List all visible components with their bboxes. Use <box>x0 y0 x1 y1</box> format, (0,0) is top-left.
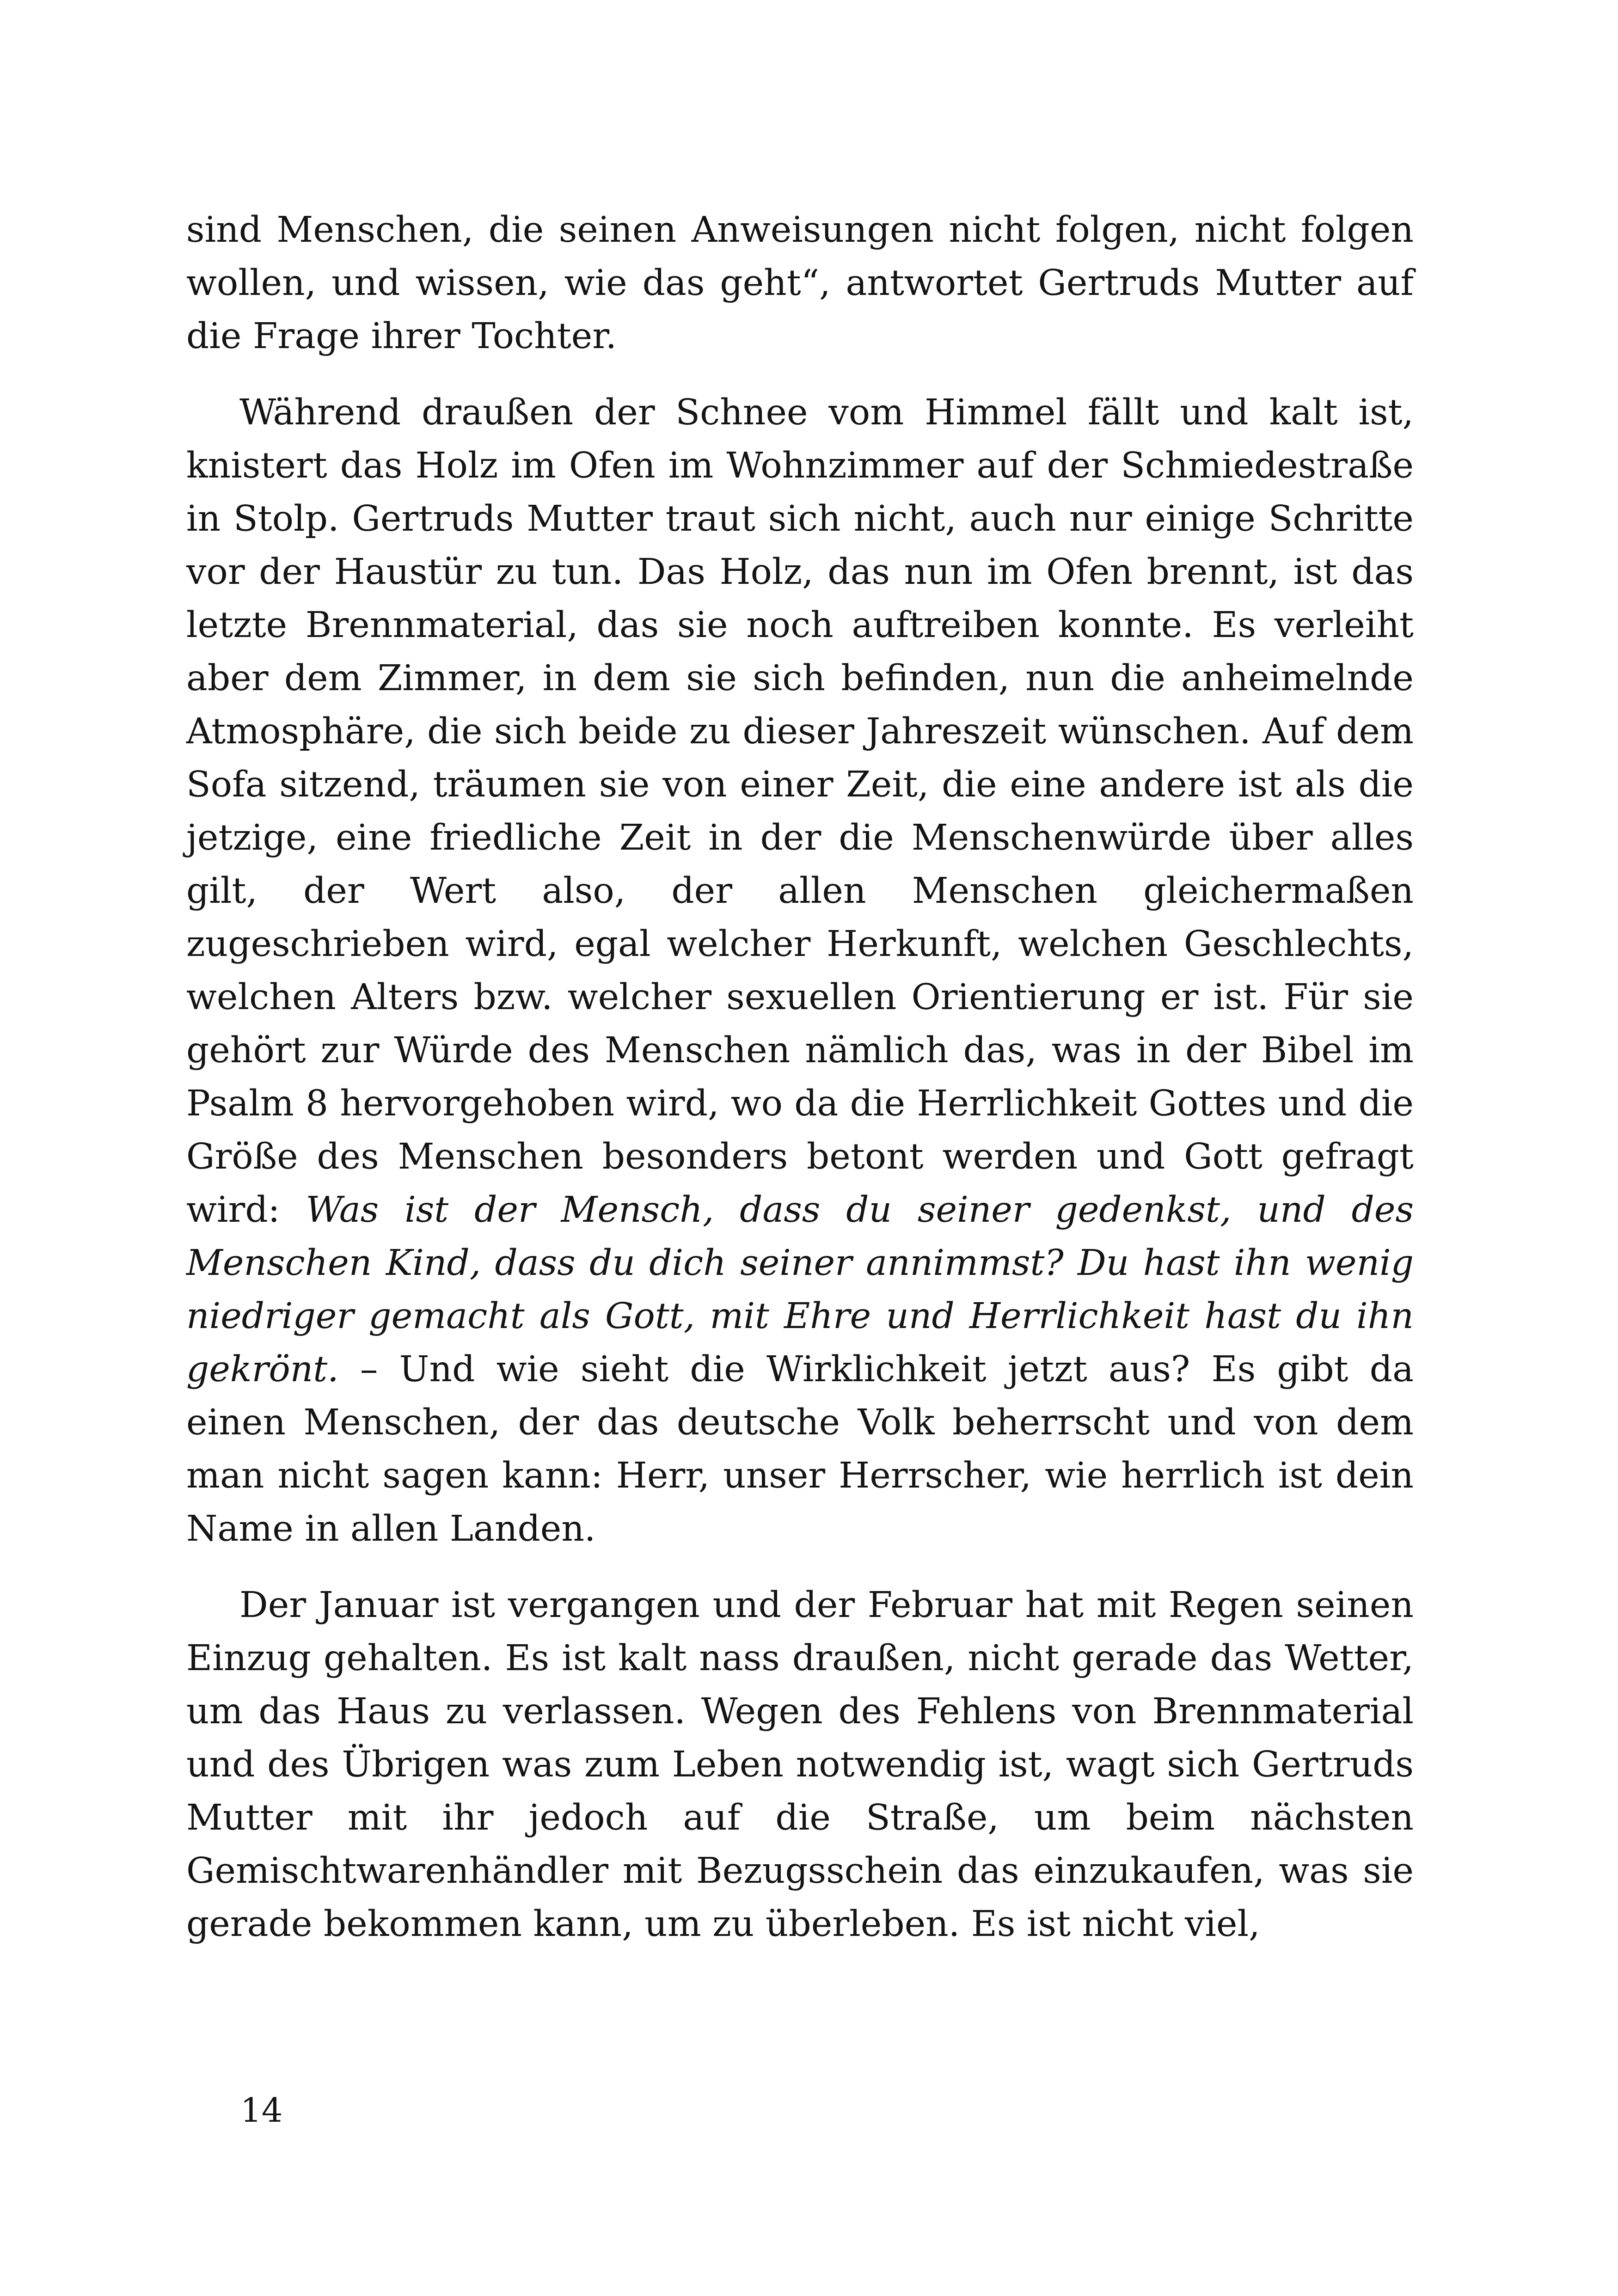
paragraph-3-text: Der Januar ist vergangen und der Februar hat mit Regen seinen Einzug gehalten. Es ist kalt nass draußen, nicht gerade das Wetter, um das Haus zu verlassen. Wegen des Fehlens von Brennmaterial und des Übrigen was zum Leben notwendig ist, wagt sich Gertruds Mutter mit ihr jedoch auf die Straße, um beim nächsten Gemischtwarenhändler mit Bezugsschein das einzukaufen, was sie gerade bekommen kann, um zu überleben. Es ist nicht viel, <box>186 1585 1414 1945</box>
paragraph-3 <box>186 1579 1414 1951</box>
paragraph-2-text-before: Während draußen der Schnee vom Himmel fällt und kalt ist, knistert das Holz im Ofen im Wohnzimmer auf der Schmiedestraße in Stolp. Gertruds Mutter traut sich nicht, auch nur einige Schritte vor der Haustür zu tun. Das Holz, das nun im Ofen brennt, ist das letzte Brennmaterial, das sie noch auftreiben konnte. Es verleiht aber dem Zimmer, in dem sie sich befinden, nun die anheimelnde Atmosphäre, die sich beide zu dieser Jahreszeit wünschen. Auf dem Sofa sitzend, träumen sie von einer Zeit, die eine andere ist als die jetzige, eine friedliche Zeit in der die Menschenwürde über alles gilt, der Wert also, der allen Menschen gleichermaßen zugeschrieben wird, egal welcher Herkunft, welchen Geschlechts, welchen Alters bzw. welcher sexuellen Orientierung er ist. Für sie gehört zur Würde des Menschen nämlich das, was in der Bibel im Psalm 8 hervorgehoben wird, wo da die Herrlichkeit Gottes und die Größe des Menschen besonders betont werden und Gott gefragt wird: <box>186 392 1414 1231</box>
body-text <box>186 203 1414 1974</box>
psalm-quote: Was ist der Mensch, dass du seiner gedenkst, und des Menschen Kind, dass du dich seiner annimmst? Du hast ihn wenig niedriger gemacht als Gott, mit Ehre und Herrlichkeit hast du ihn gekrönt. <box>186 1189 1414 1390</box>
paragraph-2-text-after: – Und wie sieht die Wirklichkeit jetzt aus? Es gibt da einen Menschen, der das deutsche Volk beherrscht und von dem man nicht sagen kann: Herr, unser Herrscher, wie herrlich ist dein Name in allen Landen. <box>186 1349 1414 1549</box>
paragraph-1-text: sind Menschen, die seinen Anweisungen nicht folgen, nicht folgen wollen, und wissen, wie das geht“, antwortet Gertruds Mutter auf die Frage ihrer Tochter. <box>186 209 1414 357</box>
paragraph-1 <box>186 203 1414 363</box>
paragraph-2 <box>186 386 1414 1555</box>
page-number: 14 <box>240 2091 283 2130</box>
